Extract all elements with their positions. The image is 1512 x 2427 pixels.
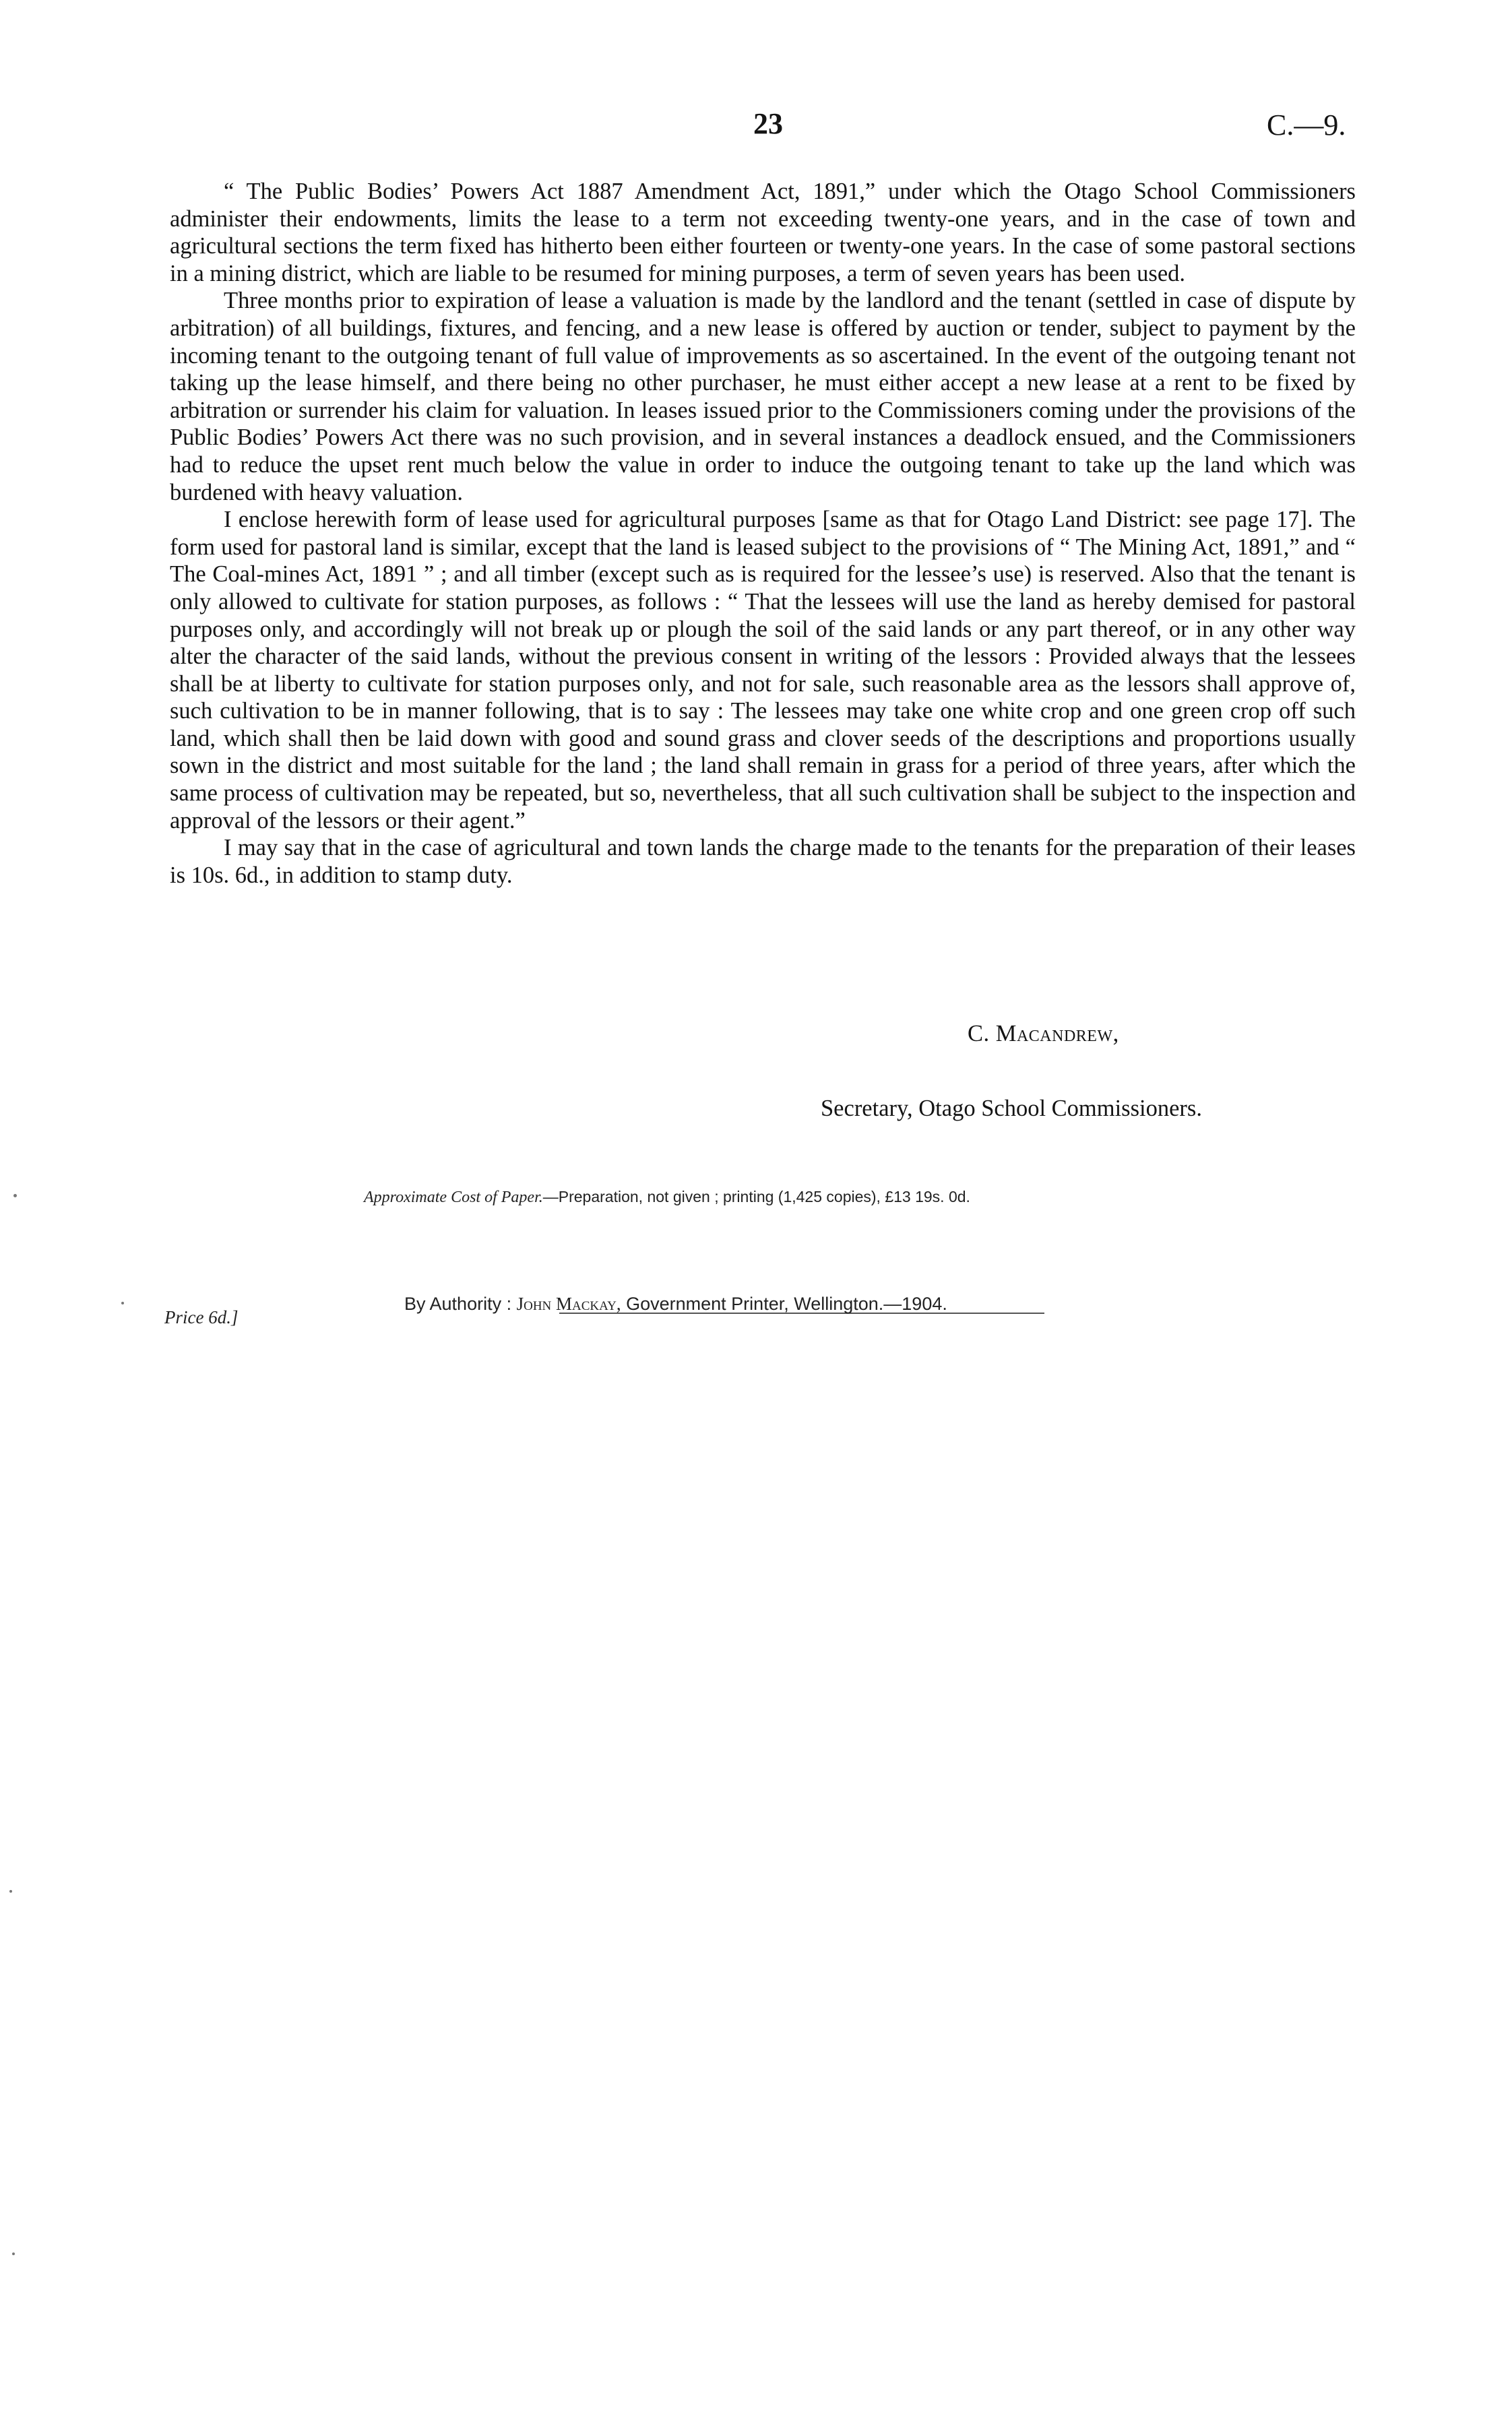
cost-text: —Preparation, not given ; printing (1,425 copies), £13 19s. 0d. <box>542 1188 970 1205</box>
page-number: 23 <box>753 107 783 140</box>
scan-speck <box>13 1194 17 1197</box>
imprint-suffix: Government Printer, Wellington.—1904. <box>626 1294 947 1314</box>
printer-name: John Mackay, <box>516 1294 621 1314</box>
paragraph-4: I may say that in the case of agricultural and town lands the charge made to the tenants for the preparation of their leases is 10s. 6d., in addition to stamp duty. <box>170 835 1356 888</box>
signature-title: Secretary, Otago School Commissioners. <box>821 1096 1202 1121</box>
price-note: Price 6d.] <box>164 1307 239 1327</box>
signature-name <box>968 1021 1119 1047</box>
signature-initial: C. <box>968 1021 990 1046</box>
paragraph-2: Three months prior to expiration of lease a valuation is made by the landlord and the tenant (settled in case of dispute by arbitration) of all buildings, fixtures, and fencing, and a new lease is offered by auction or tender, subject to payment by the incoming tenant to the outgoing tenant of full value of improvements as so ascertained. In the event of the outgoing tenant not taking up the lease himself, and there being no other purchaser, he must either accept a new lease at a rent to be fixed by arbitration or surrender his claim for valuation. In leases issued prior to the Commissioners coming under the provisions of the Public Bodies’ Powers Act there was no such provision, and in several instances a deadlock ensued, and the Commissioners had to reduce the upset rent much below the value in order to induce the outgoing tenant to take up the land which was burdened with heavy valuation. <box>170 288 1356 505</box>
cost-label: Approximate Cost of Paper. <box>364 1189 543 1206</box>
cost-of-paper-line <box>364 1188 970 1207</box>
signature-surname: Macandrew, <box>995 1021 1119 1046</box>
document-reference: C.—9. <box>1267 108 1346 141</box>
scan-speck <box>12 2252 15 2255</box>
paragraph-3: I enclose herewith form of lease used for agricultural purposes [same as that for Otago Land District: see page 17]. The form used for pastoral land is similar, except that the land is leased subject to the provisions of “ The Mining Act, 1891,” and “ The Coal-mines Act, 1891 ” ; and all timber (except such as is required for the lessee’s use) is reserved. Also that the tenant is only allowed to cultivate for station purposes, as follows : “ That the lessees will use the land as hereby demised for pastoral purposes only, and accordingly will not break up or plough the soil of the said lands or any part thereof, or in any other way alter the character of the said lands, without the previous consent in writing of the lessors : Provided always that the lessees shall be at liberty to cultivate for station purposes only, and not for sale, such reasonable area as the lessors shall approve of, such cultivation to be in manner following, that is to say : The lessees may take one white crop and one green crop off such land, which shall then be laid down with good and sound grass and clover seeds of the descriptions and proportions usually sown in the district and most suitable for the land ; the land shall remain in grass for a period of three years, after which the same process of cultivation may be repeated, but so, nevertheless, that all such cultivation shall be subject to the inspection and approval of the lessors or their agent.” <box>170 507 1356 833</box>
scan-speck <box>121 1302 124 1304</box>
scan-speck <box>9 1890 12 1893</box>
imprint-prefix: By Authority : <box>404 1294 512 1314</box>
body-text <box>170 178 1356 889</box>
paragraph-1: “ The Public Bodies’ Powers Act 1887 Amendment Act, 1891,” under which the Otago School Commissioners administer their endowments, limits the lease to a term not exceeding twenty-one years, and in the case of town and agricultural sections the term fixed has hitherto been either fourteen or twenty-one years. In the case of some pastoral sections in a mining district, which are liable to be resumed for mining purposes, a term of seven years has been used. <box>170 179 1356 286</box>
printer-imprint <box>404 1294 947 1315</box>
